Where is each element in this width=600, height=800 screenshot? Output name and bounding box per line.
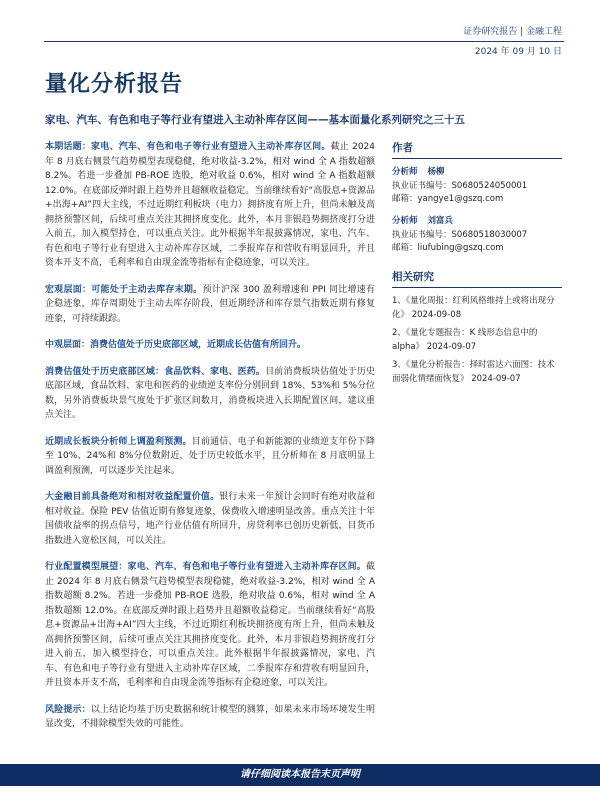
authors-heading: 作者 bbox=[392, 140, 562, 159]
report-subtitle: 家电、汽车、有色和电子等行业有望进入主动补库存区间——基本面量化系列研究之三十五 bbox=[45, 114, 465, 126]
paragraph-finance bbox=[45, 490, 375, 548]
related-research-item[interactable]: 1、《量化周报：红利风格维持上或将出现分化》 2024-09-08 bbox=[392, 296, 555, 320]
paragraph-text: 截止 2024 年 8 月底右侧景气趋势模型表现稳健，绝对收益-3.2%，相对 wind 全 A 指数超额 8.2%。若进一步叠加 PB-ROE 选股，绝对收益 0.6%，相对 wind 全 A 指数超额 12.0%。在底部反弹时跟上趋势并且超额收益稳定。当前继续看好“高股息+资源品+出海+AI”四大主线，不过近期红利板块（电力）拥挤度有所上升，但尚未触及高拥挤预警区间，后续可重点关注其拥挤度变化。此外，本月非银趋势拥挤度打分进入前五，加入模型持仓，可以重点关注。此外根据半年报披露情况，家电、汽车、有色和电子等行业有望进入主动补库存区域，二季报库存和营收有明显回升，并且资本开支不高，毛利率和自由现金流等指标有企稳迹象，可以关注。 bbox=[45, 142, 375, 268]
author-name: 杨柳 bbox=[427, 167, 445, 177]
main-body bbox=[45, 140, 375, 744]
author-block bbox=[392, 214, 562, 255]
paragraph-meso bbox=[45, 338, 375, 353]
author-block bbox=[392, 165, 562, 206]
related-research-item[interactable]: 2、《量化专题报告：K 线形态信息中的 alpha》 2024-09-07 bbox=[392, 328, 538, 352]
cert-label: 执业证书编号： bbox=[392, 230, 452, 240]
paragraph-text: 目前消费板块估值处于历史底部区域，食品饮料、家电和医药的业绩逆支率份分别回到 18%、53%和 5%分位数，另外消费板块景气度处于扩张区间数月，消费板块进入长期配置区间，建议重点关注。 bbox=[45, 366, 376, 420]
footer-banner bbox=[0, 764, 600, 786]
paragraph-consumer bbox=[45, 365, 375, 423]
paragraph-text: 目前通信、电子和新能源的业绩逆支年份下降至 10%、24%和 8%分位数附近，处于历史较低水平，且分析师在 8 月底明显上调盈利预测，可以逐步关注起来。 bbox=[45, 436, 375, 476]
paragraph-growth bbox=[45, 435, 375, 479]
email-label: 邮箱： bbox=[392, 194, 418, 204]
page-title: 量化分析报告 bbox=[45, 72, 184, 97]
paragraph-lead: 消费估值处于历史底部区域：食品饮料、家电、医药。 bbox=[45, 366, 266, 377]
related-research-list bbox=[392, 294, 562, 386]
paragraph-topic bbox=[45, 140, 375, 271]
cert-number: S0680518030007 bbox=[451, 230, 528, 240]
report-category: 证券研究报告 | 金融工程 bbox=[463, 27, 562, 37]
author-role: 分析师 bbox=[392, 167, 418, 177]
sidebar bbox=[392, 140, 562, 390]
cert-label: 执业证书编号： bbox=[392, 181, 452, 191]
related-research-item[interactable]: 3、《量化分析报告：择时雷达六面图：技术面弱化情绪面恢复》 2024-09-07 bbox=[392, 360, 555, 384]
author-email-link[interactable]: liufubing@gszq.com bbox=[417, 243, 504, 253]
paragraph-text: 以上结论均基于历史数据和统计模型的测算，如果未来市场环境发生明显改变，不排除模型失效的可能性。 bbox=[45, 704, 375, 729]
paragraph-lead: 近期成长板块分析师上调盈利预测。 bbox=[45, 436, 192, 447]
author-email-link[interactable]: yangye1@gszq.com bbox=[417, 194, 504, 204]
paragraph-lead: 大金融目前具备绝对和相对收益配置价值。 bbox=[45, 492, 220, 502]
paragraph-lead: 宏观层面：可能处于主动去库存末期。 bbox=[45, 284, 203, 295]
related-research-heading: 相关研究 bbox=[392, 269, 562, 288]
author-role: 分析师 bbox=[392, 216, 418, 226]
paragraph-text: 截止 2024 年 8 月底右侧景气趋势模型表现稳健，绝对收益-3.2%，相对 wind 全 A 指数超额 8.2%。若进一步叠加 PB-ROE 选股，绝对收益 0.6%，相对 wind 全 A 指数超额 12.0%。在底部反弹时跟上趋势并且超额收益稳定。当前继续看好“高股息+资源品+出海+AI”四大主线，不过近期红利板块拥挤度有所上升，但尚未触及高拥挤预警区间，后续可重点关注其拥挤度变化。此外，本月非银趋势拥挤度打分进入前五，加入模型持仓，可以重点关注。此外根据半年报披露情况，家电、汽车、有色和电子等行业有望进入主动补库存区域，二季报库存和营收有明显回升，并且资本开支不高，毛利率和自由现金流等指标有企稳迹象，可以关注。 bbox=[45, 562, 375, 688]
cert-number: S0680524050001 bbox=[451, 181, 528, 191]
paragraph-macro bbox=[45, 283, 375, 327]
paragraph-lead: 本期话题：家电、汽车、有色和电子等行业有望进入主动补库存区间。 bbox=[45, 142, 331, 152]
header-rule bbox=[44, 41, 564, 42]
paragraph-lead: 行业配置模型展望：家电、汽车、有色和电子等行业有望进入主动补库存区间。 bbox=[45, 562, 366, 572]
paragraph-risk bbox=[45, 703, 375, 732]
paragraph-text: 银行未来一年预计会同时有绝对收益和相对收益。保险 PEV 估值近期有修复迹象，保费收入增速明显改善。重点关注十年国债收益率的拐点信号，地产行业估值有所回升，房贷利率已创历史新低，目货币指数进入宽松区间，可以关注。 bbox=[45, 492, 375, 546]
author-name: 刘富兵 bbox=[427, 216, 454, 226]
email-label: 邮箱： bbox=[392, 243, 418, 253]
paragraph-lead: 中观层面：消费估值处于历史底部区域，近期成长估值有所回升。 bbox=[45, 340, 307, 350]
footer-disclaimer: 请仔细阅读本报告末页声明 bbox=[240, 769, 360, 780]
paragraph-text: 预计沪深 300 盈利增速和 PPI 同比增速有企稳迹象，库存周期处于主动去库存阶段，但近期经济和库存景气指数近期有修复迹象，可持续跟踪。 bbox=[45, 284, 375, 324]
paragraph-industry-model bbox=[45, 560, 375, 691]
report-date: 2024 年 09 月 10 日 bbox=[474, 47, 562, 57]
paragraph-lead: 风险提示： bbox=[45, 704, 91, 715]
